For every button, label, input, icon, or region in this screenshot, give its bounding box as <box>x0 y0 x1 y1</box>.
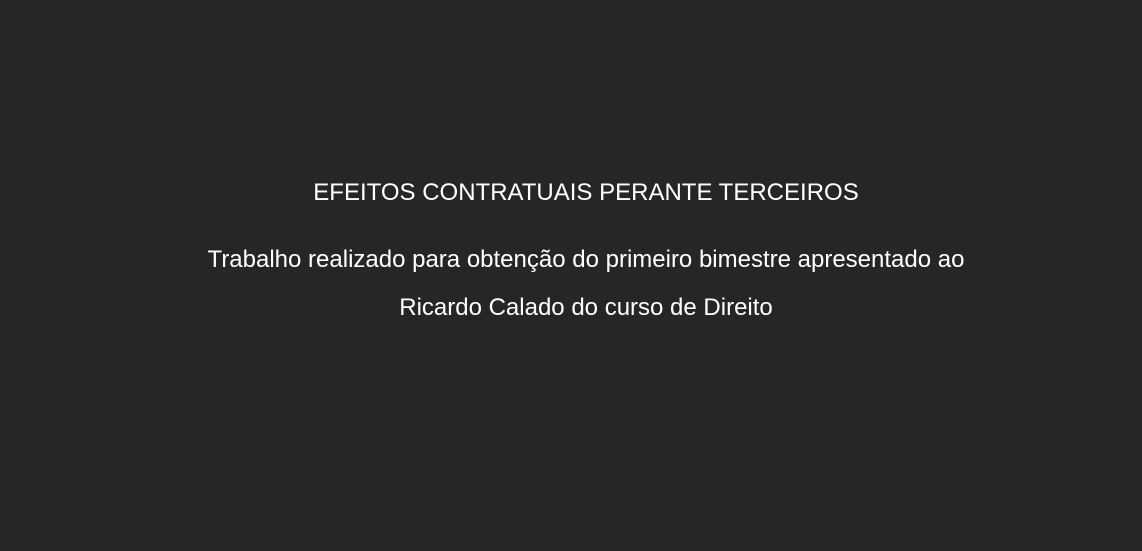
document-title: EFEITOS CONTRATUAIS PERANTE TERCEIROS <box>313 179 859 206</box>
document-description-line-2: Ricardo Calado do curso de Direito <box>399 294 773 321</box>
document-description-line-1: Trabalho realizado para obtenção do primeiro bimestre apresentado ao <box>207 246 965 273</box>
